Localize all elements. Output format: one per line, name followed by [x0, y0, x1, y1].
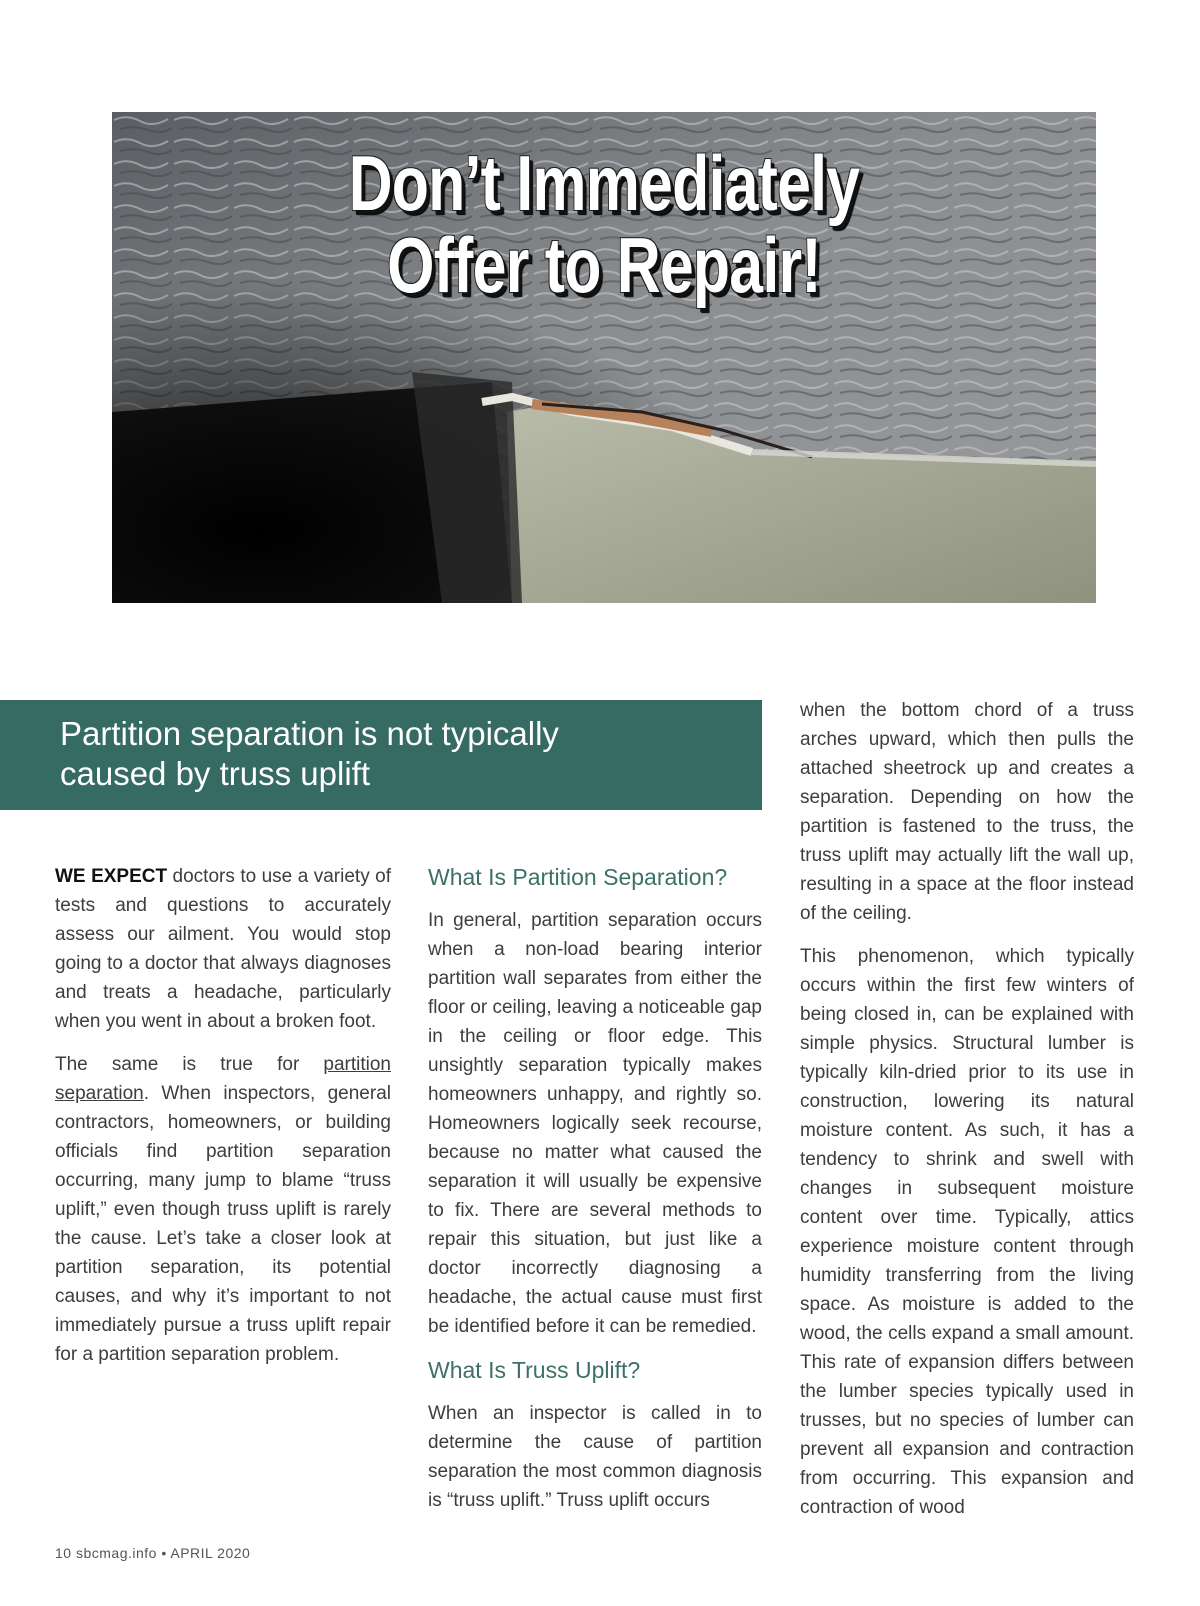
title-line-2: Offer to Repair!	[387, 221, 821, 309]
column-1	[55, 862, 391, 1383]
subtitle	[60, 714, 559, 794]
partition-separation-paragraph: In general, partition separation occurs when a non-load bearing interior partition wall separates from either the floor or ceiling, leaving a noticeable gap in the ceiling or floor edge. This unsightly separation typically makes homeowners unhappy, and rightly so. Homeowners logically seek recourse, because no matter what caused the separation it will usually be expensive to fix. There are several methods to repair this situation, but just like a doctor incorrectly diagnosing a headache, the actual cause must first be identified before it can be remedied.	[428, 910, 762, 1337]
column-3	[800, 696, 1134, 1536]
intro-text: doctors to use a variety of tests and questions to accurately assess our ailment. You would stop going to a doctor that always diagnoses and treats a headache, particularly when you went in about a broken foot.	[55, 866, 391, 1032]
continued-paragraph: when the bottom chord of a truss arches upward, which then pulls the attached sheetrock up and creates a separation. Depending on how the partition is fastened to the truss, the truss uplift may actually lift the wall up, resulting in a space at the floor instead of the ceiling.	[800, 700, 1134, 924]
article-title	[220, 139, 988, 309]
phenomenon-paragraph: This phenomenon, which typically occurs within the first few winters of being closed in, can be explained with simple physics. Structural lumber is typically kiln-dried prior to its use in construction, lowering its natural moisture content. As such, it has a tendency to shrink and swell with changes in subsequent moisture content over time. Typically, attics experience moisture content through humidity transferring from the living space. As moisture is added to the wood, the cells expand a small amount. This rate of expansion differs between the lumber species typically used in trusses, but no species of lumber can prevent all expansion and contraction from occurring. This expansion and contraction of wood	[800, 946, 1134, 1518]
partition-separation-link[interactable]: partition separation	[55, 1054, 391, 1104]
second-paragraph-rest: . When inspectors, general contractors, homeowners, or building officials find partition separation occurring, many jump to blame “truss uplift,” even though truss uplift is rarely the cause. Let’s take a closer look at partition separation, its potential causes, and why it’s important to not immediately pursue a truss uplift repair for a partition separation problem.	[55, 1083, 391, 1365]
truss-uplift-paragraph: When an inspector is called in to determine the cause of partition separation the most common diagnosis is “truss uplift.” Truss uplift occurs	[428, 1403, 762, 1511]
heading-truss-uplift: What Is Truss Uplift?	[428, 1357, 641, 1383]
hero-image	[112, 112, 1096, 603]
lead-in: WE EXPECT	[55, 866, 168, 887]
second-paragraph	[55, 1050, 391, 1369]
title-line-1: Don’t Immediately	[348, 139, 860, 227]
subtitle-line-2: caused by truss uplift	[60, 755, 370, 792]
subtitle-line-1: Partition separation is not typically	[60, 715, 559, 752]
intro-paragraph	[55, 862, 391, 1036]
column-2	[428, 862, 762, 1529]
second-paragraph-start: The same is true for	[55, 1054, 324, 1075]
subtitle-banner	[0, 700, 762, 810]
page-footer: 10 sbcmag.info • APRIL 2020	[55, 1545, 251, 1561]
heading-partition-separation: What Is Partition Separation?	[428, 864, 728, 890]
